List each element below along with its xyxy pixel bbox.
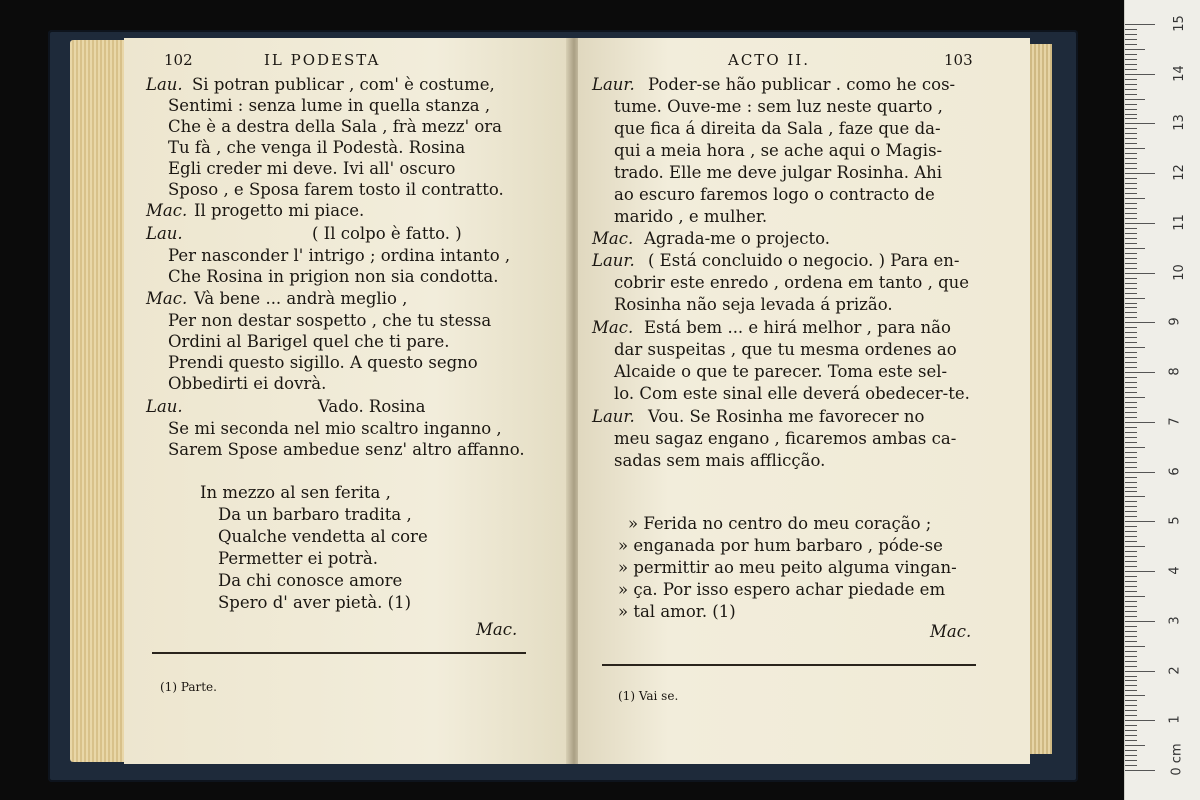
ruler-tick — [1125, 342, 1137, 343]
ruler-tick — [1125, 99, 1145, 100]
ruler-tick — [1125, 317, 1137, 318]
ruler-tick — [1125, 283, 1137, 284]
ruler-tick — [1125, 631, 1137, 632]
ruler-tick — [1125, 536, 1137, 537]
ruler-tick — [1125, 218, 1137, 219]
ruler-tick — [1125, 516, 1137, 517]
aria-line: Permetter ei potrà. — [218, 549, 378, 568]
ruler-tick — [1125, 487, 1137, 488]
ruler-tick — [1125, 322, 1155, 323]
ruler-tick — [1125, 54, 1137, 55]
ruler-tick — [1125, 223, 1155, 224]
ruler-tick — [1125, 123, 1155, 124]
verse-line: ( Il colpo è fatto. ) — [312, 224, 462, 243]
ruler-tick — [1125, 457, 1137, 458]
prose-line: Está bem ... e hirá melhor , para não — [644, 318, 951, 337]
ruler-label: 6 — [1167, 466, 1183, 476]
ruler-tick — [1125, 253, 1137, 254]
left-page-number: 102 — [164, 51, 193, 69]
ruler-label: 14 — [1171, 64, 1187, 82]
prose-line: Agrada-me o projecto. — [644, 229, 831, 248]
ruler-label: 1 — [1167, 715, 1183, 724]
exit-speaker: Mac. — [930, 622, 972, 641]
ruler-tick — [1125, 29, 1137, 30]
ruler-tick — [1125, 740, 1137, 741]
prose-line: dar suspeitas , que tu mesma ordenes ao — [614, 340, 957, 359]
ruler-tick — [1125, 74, 1155, 75]
ruler-tick — [1125, 616, 1137, 617]
verse-line: Se mi seconda nel mio scaltro inganno , — [168, 419, 502, 438]
footnote-rule — [152, 652, 526, 654]
ruler-tick — [1125, 676, 1137, 677]
verse-line: Per nasconder l' intrigo ; ordina intanto , — [168, 246, 511, 265]
footnote: (1) Vai se. — [618, 689, 679, 703]
aria-line: » Ferida no centro do meu coração ; — [628, 514, 932, 533]
aria-line: Spero d' aver pietà. (1) — [218, 593, 412, 612]
footnote: (1) Parte. — [160, 680, 217, 694]
ruler-tick — [1125, 298, 1145, 299]
ruler-tick — [1125, 208, 1137, 209]
verse-line: Tu fà , che venga il Podestà. Rosina — [168, 138, 466, 157]
verse-line: Và bene ... andrà meglio , — [194, 289, 408, 308]
aria-line: Da chi conosce amore — [218, 571, 403, 590]
ruler-tick — [1125, 661, 1137, 662]
ruler-tick — [1125, 472, 1155, 473]
ruler-tick — [1125, 332, 1137, 333]
ruler-label: 8 — [1167, 367, 1183, 376]
speaker: Mac. — [146, 289, 188, 308]
ruler-tick — [1125, 496, 1145, 497]
aria-line: In mezzo al sen ferita , — [200, 483, 391, 502]
prose-line: sadas sem mais afflicção. — [614, 451, 826, 470]
ruler-label: 5 — [1167, 516, 1183, 525]
speaker: Lau. — [146, 75, 183, 94]
ruler-tick — [1125, 367, 1137, 368]
ruler-tick — [1125, 69, 1137, 70]
ruler-tick — [1125, 312, 1137, 313]
verse-line: Si potran publicar , com' è costume, — [192, 75, 495, 94]
ruler-tick — [1125, 477, 1137, 478]
ruler-tick — [1125, 392, 1137, 393]
ruler-tick — [1125, 337, 1137, 338]
ruler-tick — [1125, 596, 1145, 597]
verse-line: Che è a destra della Sala , frà mezz' ora — [168, 117, 503, 136]
ruler-tick — [1125, 168, 1137, 169]
ruler-label: 4 — [1167, 566, 1183, 575]
ruler-tick — [1125, 735, 1137, 736]
ruler-tick — [1125, 541, 1137, 542]
ruler-tick — [1125, 651, 1137, 652]
ruler-tick — [1125, 571, 1155, 572]
speaker: Mac. — [146, 201, 188, 220]
ruler-label: 0 cm — [1169, 743, 1185, 776]
ruler-tick — [1125, 586, 1137, 587]
speaker: Mac. — [592, 318, 634, 337]
ruler-tick — [1125, 59, 1137, 60]
ruler-tick — [1125, 447, 1145, 448]
ruler-tick — [1125, 656, 1137, 657]
ruler-label: 11 — [1171, 214, 1187, 231]
prose-line: qui a meia hora , se ache aqui o Magis- — [614, 141, 943, 160]
ruler-tick — [1125, 482, 1137, 483]
ruler-tick — [1125, 710, 1137, 711]
ruler-tick — [1125, 397, 1145, 398]
ruler-tick — [1125, 357, 1137, 358]
ruler-tick — [1125, 263, 1137, 264]
aria-line: » ça. Por isso espero achar piedade em — [618, 580, 946, 599]
ruler-tick — [1125, 347, 1145, 348]
prose-line: ( Está concluido o negocio. ) Para en- — [648, 251, 960, 270]
ruler-tick — [1125, 248, 1145, 249]
ruler-tick — [1125, 636, 1137, 637]
ruler-tick — [1125, 362, 1137, 363]
aria-line: » permittir ao meu peito alguma vingan- — [618, 558, 957, 577]
ruler-tick — [1125, 352, 1137, 353]
footnote-rule — [602, 664, 976, 666]
ruler-tick — [1125, 531, 1137, 532]
speaker: Lau. — [146, 224, 183, 243]
ruler-tick — [1125, 213, 1137, 214]
right-page-number: 103 — [944, 51, 973, 69]
aria-line: » enganada por hum barbaro , póde-se — [618, 536, 943, 555]
ruler-tick — [1125, 576, 1137, 577]
ruler-tick — [1125, 526, 1137, 527]
ruler-tick — [1125, 506, 1137, 507]
ruler-tick — [1125, 128, 1137, 129]
ruler-tick — [1125, 646, 1145, 647]
ruler-tick — [1125, 546, 1145, 547]
ruler-tick — [1125, 581, 1137, 582]
verse-line: Egli creder mi deve. Ivi all' oscuro — [168, 159, 456, 178]
verse-line: Il progetto mi piace. — [194, 201, 365, 220]
verse-line: Sentimi : senza lume in quella stanza , — [168, 96, 491, 115]
verse-line: Obbedirti ei dovrà. — [168, 374, 327, 393]
prose-line: cobrir este enredo , ordena em tanto , que — [614, 273, 970, 292]
ruler-tick — [1125, 561, 1137, 562]
ruler-label: 12 — [1171, 164, 1187, 181]
ruler-tick — [1125, 173, 1155, 174]
prose-line: tume. Ouve-me : sem luz neste quarto , — [614, 97, 943, 116]
right-running-head: ACTO II. — [728, 51, 810, 69]
left-page — [124, 38, 570, 764]
ruler-tick — [1125, 303, 1137, 304]
ruler-tick — [1125, 24, 1155, 25]
ruler-tick — [1125, 491, 1137, 492]
speaker: Laur. — [592, 75, 635, 94]
ruler-tick — [1125, 158, 1137, 159]
ruler-tick — [1125, 39, 1137, 40]
aria-line: Qualche vendetta al core — [218, 527, 428, 546]
ruler-tick — [1125, 452, 1137, 453]
page-edges-left — [70, 40, 130, 762]
ruler-tick — [1125, 114, 1137, 115]
ruler-tick — [1125, 228, 1137, 229]
ruler-label: 10 — [1171, 263, 1187, 281]
prose-line: lo. Com este sinal elle deverá obedecer-te. — [614, 384, 970, 403]
ruler-tick — [1125, 442, 1137, 443]
ruler-tick — [1125, 238, 1137, 239]
ruler-tick — [1125, 143, 1137, 144]
ruler-tick — [1125, 755, 1137, 756]
ruler-tick — [1125, 695, 1145, 696]
speaker: Mac. — [592, 229, 634, 248]
ruler-tick — [1125, 666, 1137, 667]
ruler-label: 9 — [1167, 317, 1183, 327]
ruler-tick — [1125, 606, 1137, 607]
ruler-tick — [1125, 407, 1137, 408]
ruler-tick — [1125, 601, 1137, 602]
ruler-label: 2 — [1167, 665, 1183, 675]
ruler-tick — [1125, 591, 1137, 592]
prose-line: meu sagaz engano , ficaremos ambas ca- — [614, 429, 957, 448]
ruler-tick — [1125, 765, 1137, 766]
ruler-tick — [1125, 402, 1137, 403]
ruler-tick — [1125, 258, 1137, 259]
speaker: Laur. — [592, 251, 635, 270]
verse-line: Prendi questo sigillo. A questo segno — [168, 353, 478, 372]
prose-line: que fica á direita da Sala , faze que da- — [614, 119, 941, 138]
ruler-tick — [1125, 327, 1137, 328]
ruler-tick — [1125, 293, 1137, 294]
ruler-tick — [1125, 233, 1137, 234]
ruler-tick — [1125, 551, 1137, 552]
ruler-tick — [1125, 178, 1137, 179]
ruler-tick — [1125, 203, 1137, 204]
aria-line: » tal amor. (1) — [618, 602, 736, 621]
ruler-tick — [1125, 377, 1137, 378]
ruler-tick — [1125, 641, 1137, 642]
ruler-tick — [1125, 34, 1137, 35]
ruler-tick — [1125, 153, 1137, 154]
verse-line: Vado. Rosina — [318, 397, 426, 416]
ruler-tick — [1125, 750, 1137, 751]
ruler-tick — [1125, 422, 1155, 423]
ruler-label: 7 — [1167, 417, 1183, 426]
ruler-tick — [1125, 680, 1137, 681]
ruler-label: 3 — [1167, 616, 1183, 625]
ruler-tick — [1125, 133, 1137, 134]
ruler-tick — [1125, 511, 1137, 512]
prose-line: marido , e mulher. — [614, 207, 768, 226]
ruler-tick — [1125, 556, 1137, 557]
ruler-tick — [1125, 705, 1137, 706]
aria-line: Da un barbaro tradita , — [218, 505, 412, 524]
prose-line: Vou. Se Rosinha me favorecer no — [648, 407, 925, 426]
ruler-tick — [1125, 462, 1137, 463]
ruler-label: 13 — [1171, 114, 1187, 132]
ruler-tick — [1125, 148, 1145, 149]
verse-line: Per non destar sospetto , che tu stessa — [168, 311, 492, 330]
ruler-tick — [1125, 278, 1137, 279]
ruler-tick — [1125, 188, 1137, 189]
ruler-tick — [1125, 432, 1137, 433]
ruler-tick — [1125, 387, 1137, 388]
ruler-tick — [1125, 268, 1137, 269]
prose-line: Poder-se hão publicar . como he cos- — [648, 75, 956, 94]
ruler-tick — [1125, 138, 1137, 139]
ruler-tick — [1125, 700, 1137, 701]
ruler-tick — [1125, 730, 1137, 731]
prose-line: Alcaide o que te parecer. Toma este sel- — [614, 362, 948, 381]
ruler-tick — [1125, 417, 1137, 418]
ruler-tick — [1125, 163, 1137, 164]
right-page — [578, 38, 1030, 764]
verse-line: Sposo , e Sposa farem tosto il contratto. — [168, 180, 504, 199]
ruler-tick — [1125, 467, 1137, 468]
ruler-tick — [1125, 501, 1137, 502]
ruler-tick — [1125, 621, 1155, 622]
ruler-tick — [1125, 626, 1137, 627]
ruler-tick — [1125, 109, 1137, 110]
ruler-tick — [1125, 671, 1155, 672]
ruler-tick — [1125, 64, 1137, 65]
ruler-tick — [1125, 720, 1155, 721]
ruler-tick — [1125, 382, 1137, 383]
ruler-tick — [1125, 118, 1137, 119]
ruler-tick — [1125, 193, 1137, 194]
ruler-tick — [1125, 84, 1137, 85]
prose-line: ao escuro faremos logo o contracto de — [614, 185, 935, 204]
left-running-head: IL PODESTA — [264, 51, 381, 69]
prose-line: trado. Elle me deve julgar Rosinha. Ahi — [614, 163, 943, 182]
verse-line: Sarem Spose ambedue senz' altro affanno. — [168, 440, 525, 459]
ruler-tick — [1125, 79, 1137, 80]
ruler-tick — [1125, 521, 1155, 522]
ruler-tick — [1125, 44, 1137, 45]
ruler-tick — [1125, 690, 1137, 691]
ruler-tick — [1125, 288, 1137, 289]
measurement-ruler — [1124, 0, 1200, 800]
ruler-tick — [1125, 566, 1137, 567]
ruler-tick — [1125, 94, 1137, 95]
verse-line: Ordini al Barigel quel che ti pare. — [168, 332, 450, 351]
speaker: Laur. — [592, 407, 635, 426]
ruler-tick — [1125, 427, 1137, 428]
ruler-tick — [1125, 685, 1137, 686]
ruler-tick — [1125, 307, 1137, 308]
ruler-tick — [1125, 372, 1155, 373]
ruler-label: 15 — [1171, 15, 1187, 32]
ruler-tick — [1125, 745, 1145, 746]
verse-line: Che Rosina in prigion non sia condotta. — [168, 267, 499, 286]
ruler-tick — [1125, 760, 1137, 761]
prose-line: Rosinha não seja levada á prizão. — [614, 295, 893, 314]
ruler-tick — [1125, 243, 1137, 244]
ruler-tick — [1125, 183, 1137, 184]
ruler-tick — [1125, 104, 1137, 105]
ruler-tick — [1125, 273, 1155, 274]
ruler-tick — [1125, 770, 1155, 771]
ruler-tick — [1125, 49, 1145, 50]
ruler-tick — [1125, 437, 1137, 438]
ruler-tick — [1125, 198, 1145, 199]
ruler-tick — [1125, 715, 1137, 716]
ruler-tick — [1125, 412, 1137, 413]
speaker: Lau. — [146, 397, 183, 416]
exit-speaker: Mac. — [476, 620, 518, 639]
ruler-tick — [1125, 725, 1137, 726]
ruler-tick — [1125, 89, 1137, 90]
ruler-tick — [1125, 611, 1137, 612]
